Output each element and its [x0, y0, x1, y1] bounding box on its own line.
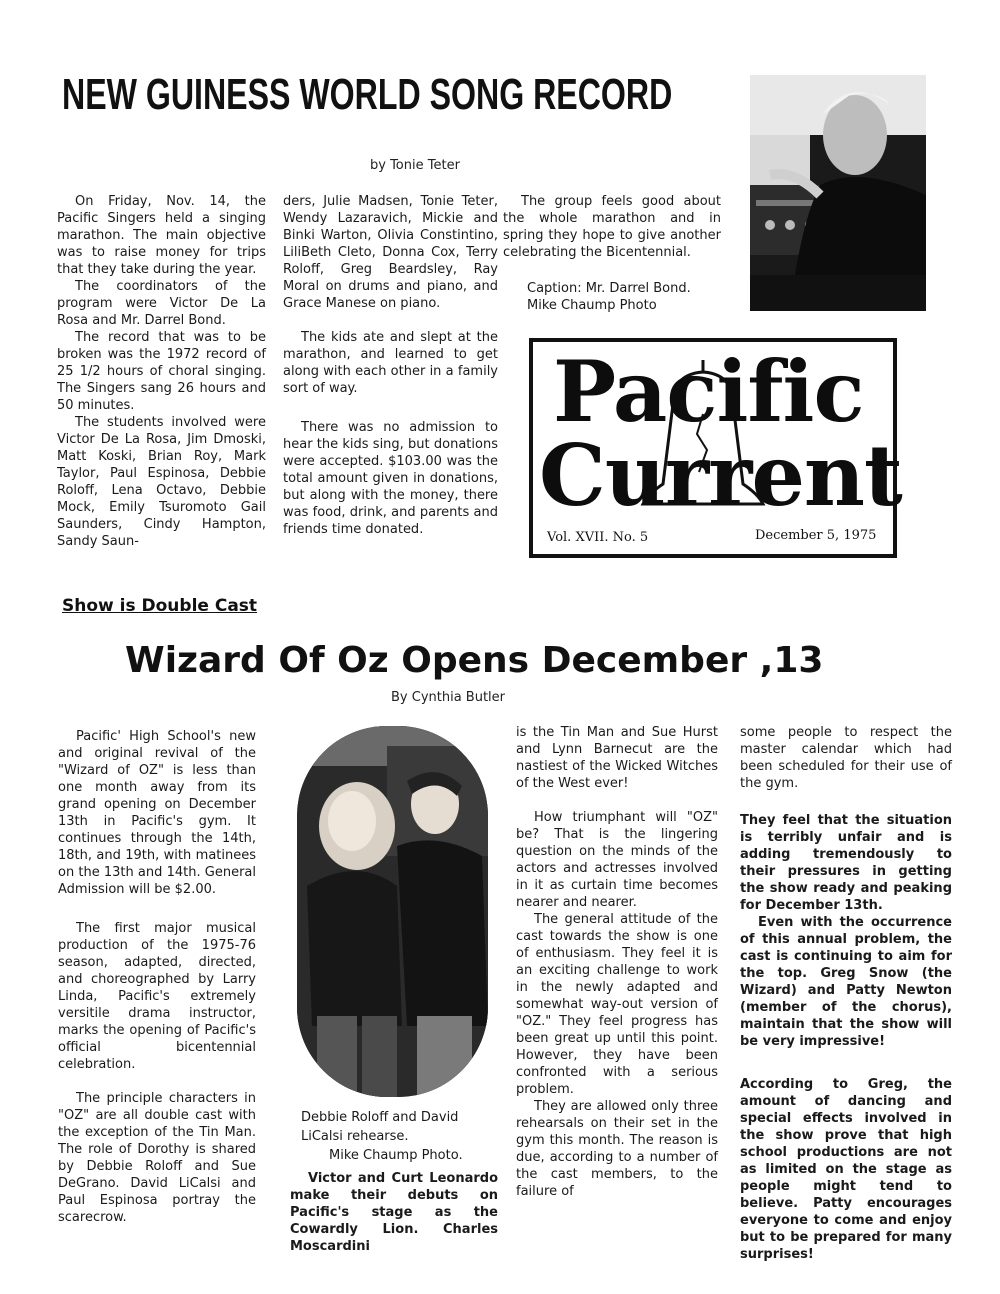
- article2-column-2: [290, 1170, 498, 1255]
- article-byline: by Tonie Teter: [370, 158, 460, 173]
- paragraph: is the Tin Man and Sue Hurst and Lynn Barnecut are the nastiest of the Wicked Witches of the West ever!: [516, 725, 718, 791]
- paragraph: The kids ate and slept at the marathon, and learned to get along with each other in a family sort of way.: [283, 330, 498, 396]
- photo-credit: Mike Chaump Photo.: [329, 1148, 463, 1163]
- paragraph: The general attitude of the cast towards the show is one of enthusiasm. They feel it is an exciting challenge to work in the newly adapted and somewhat way-out version of "OZ." They feel progress has been great up until this point. However, they have been confronted with a serious problem.: [516, 912, 718, 1097]
- article-headline: NEW GUINESS WORLD SONG RECORD: [62, 70, 673, 119]
- paragraph: The group feels good about the whole marathon and in spring they hope to give another celebrating the Bicentennial.: [503, 194, 721, 260]
- paragraph: Victor and Curt Leonardo make their debuts on Pacific's stage as the Cowardly Lion. Charles Moscardini: [290, 1171, 498, 1254]
- paragraph: How triumphant will "OZ" be? That is the lingering question on the minds of the actors and actresses involved in it as curtain time becomes nearer and nearer.: [516, 810, 718, 910]
- photo-caption: Caption: Mr. Darrel Bond.: [527, 281, 691, 296]
- article-kicker: Show is Double Cast: [62, 596, 258, 616]
- photo-caption: Debbie Roloff and David LiCalsi rehearse.: [301, 1110, 459, 1144]
- paragraph: The first major musical production of the 1975-76 season, adapted, directed, and choreographed by Larry Linda, Pacific's extremely versitile drama instructor, marks the opening of Pacific's official bicentennial celebration.: [58, 921, 256, 1072]
- article2-column-4: [740, 724, 952, 1263]
- article2-column-1: [58, 728, 256, 1226]
- masthead-title-current: Current: [539, 426, 902, 525]
- paragraph: According to Greg, the amount of dancing and special effects involved in the show prove that high school productions are not as limited on the stage as people might tend to believe. Patty encourages everyone to come and enjoy but to be prepared for many surprises!: [740, 1077, 952, 1262]
- paragraph: The coordinators of the program were Victor De La Rosa and Mr. Darrel Bond.: [57, 279, 266, 328]
- paragraph: some people to respect the master calendar which had been scheduled for their use of the gym.: [740, 725, 952, 791]
- photo-man-at-piano-illustration: [750, 75, 926, 311]
- article2-column-3: [516, 724, 718, 1200]
- masthead-date: December 5, 1975: [755, 528, 877, 543]
- paragraph: They are allowed only three rehearsals on their set in the gym this month. The reason is due, according to a number of the cast members, to the failure of: [516, 1099, 718, 1199]
- paragraph: Pacific' High School's new and original revival of the "Wizard of OZ" is less than one month away from its grand opening on December 13th in Pacific's gym. It continues through the 14th, 18th, and 19th, with matinees on the 13th and 14th. General Admission will be $2.00.: [58, 729, 256, 897]
- photo-rehearsal: [297, 726, 488, 1097]
- article1-column-1: [57, 193, 266, 550]
- paragraph: They feel that the situation is terribly unfair and is adding tremendously to their pressures in getting the show ready and peaking for December 13th.: [740, 813, 952, 913]
- photo-credit: Mike Chaump Photo: [527, 298, 657, 313]
- paragraph: The principle characters in "OZ" are all double cast with the exception of the Tin Man. The role of Dorothy is shared by Debbie Roloff and Sue DeGrano. David LiCalsi and Paul Espinosa portray the scarecrow.: [58, 1091, 256, 1225]
- paragraph: The students involved were Victor De La Rosa, Jim Dmoski, Matt Koski, Brian Roy, Mark Taylor, Paul Espinosa, Debbie Roloff, Lena Octavo, Debbie Mock, Emily Tsuromoto Gail Saunders, Cindy Hampton, Sandy Saun-: [57, 415, 266, 549]
- paragraph: There was no admission to hear the kids sing, but donations were accepted. $103.00 was the total amount given in donations, but along with the money, there was food, drink, and parents and friends time donated.: [283, 420, 498, 537]
- article-headline: Wizard Of Oz Opens December ,13: [125, 640, 824, 681]
- masthead-volume: Vol. XVII. No. 5: [547, 530, 649, 545]
- paragraph: The record that was to be broken was the 1972 record of 25 1/2 hours of choral singing. The Singers sang 26 hours and 50 minutes.: [57, 330, 266, 413]
- article1-column-2: [283, 193, 498, 538]
- masthead: [529, 338, 902, 558]
- photo-man-at-piano: [750, 75, 926, 311]
- photo-rehearsal-illustration: [297, 726, 488, 1097]
- article1-column-3: [503, 193, 721, 314]
- paragraph: On Friday, Nov. 14, the Pacific Singers held a singing marathon. The main objective was to raise money for trips that they take during the year.: [57, 194, 266, 277]
- photo-caption-block: [301, 1108, 501, 1165]
- paragraph: ders, Julie Madsen, Tonie Teter, Wendy Lazaravich, Mickie and Binki Warton, Olivia Constintino, LiliBeth Cleto, Donna Cox, Terry Roloff, Greg Beardsley, Ray Moral on drums and piano, and Grace Manese on piano.: [283, 194, 498, 311]
- article-byline: By Cynthia Butler: [391, 690, 506, 705]
- masthead-title-pacific: Pacific: [553, 342, 864, 441]
- paragraph: Even with the occurrence of this annual problem, the cast is continuing to aim for the top. Greg Snow (the Wizard) and Patty Newton (member of the chorus), maintain that the show will be very impressive!: [740, 915, 952, 1049]
